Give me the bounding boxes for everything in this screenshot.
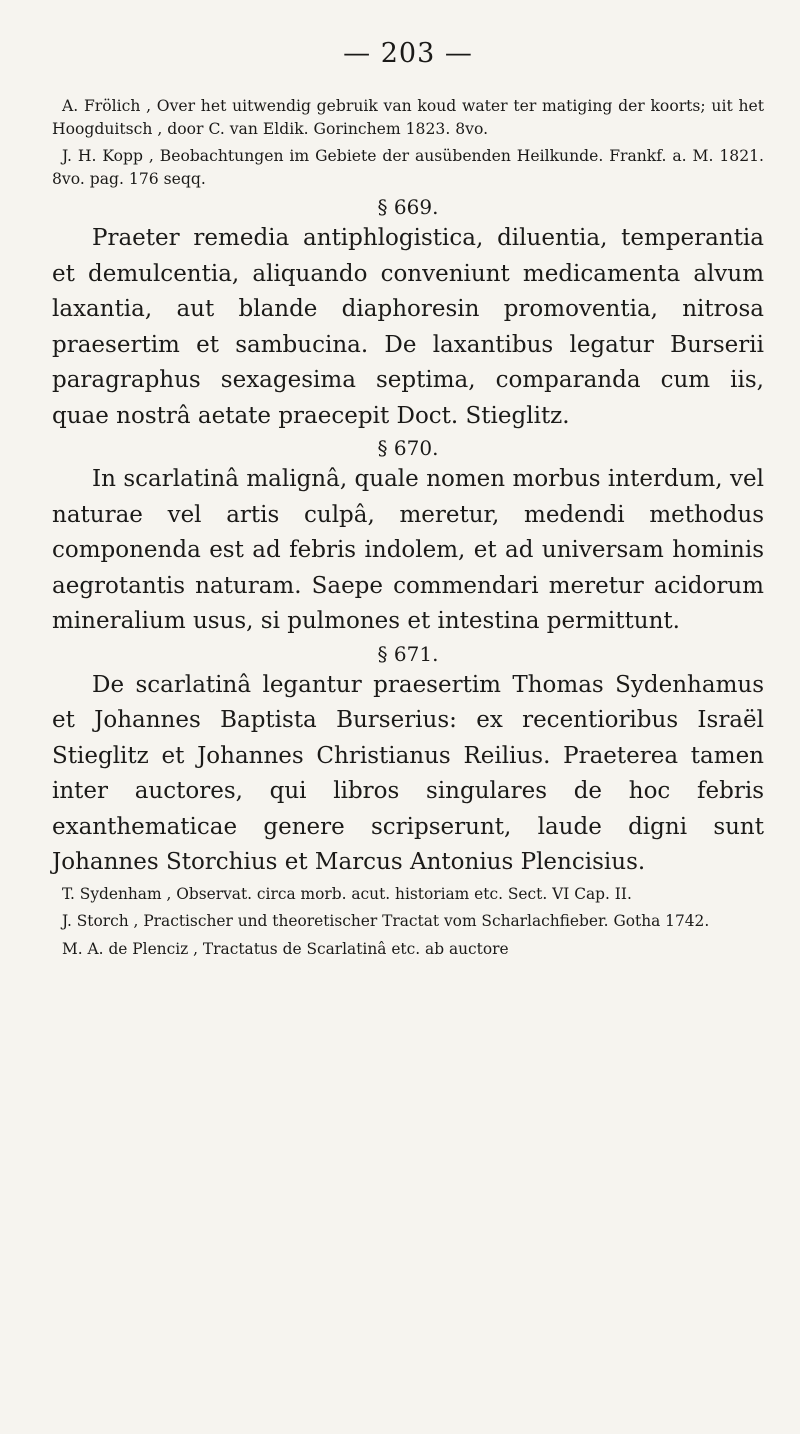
paragraph-670: In scarlatinâ malignâ, quale nomen morbus interdum, vel naturae vel artis culpâ, meretur, medendi methodus componenda est ad febris indolem, et ad universam hominis aegrotantis naturam. Saepe commendari meretur acidorum mineralium usus, si pulmones et intestina permittunt.	[52, 466, 764, 634]
section-number-669: § 669.	[377, 195, 439, 219]
reference-sydenham: T. Sydenham , Observat. circa morb. acut. historiam etc. Sect. VI Cap. II.	[62, 884, 632, 903]
reference-frolich: A. Frölich , Over het uitwendig gebruik van koud water ter matiging der koorts; uit het Hoogduitsch , door C. van Eldik. Gorinchem 1823. 8vo.	[52, 97, 764, 138]
book-page	[52, 30, 764, 965]
section-number-670: § 670.	[377, 436, 439, 460]
section-number-671: § 671.	[377, 641, 439, 666]
reference-kopp: J. H. Kopp , Beobachtungen im Gebiete der ausübenden Heilkunde. Frankf. a. M. 1821. 8vo. pag. 176 seqq.	[52, 147, 764, 188]
paragraph-671: De scarlatinâ legantur praesertim Thomas Sydenhamus et Johannes Baptista Burserius: ex recentioribus Israël Stieglitz et Johannes Christianus Reilius. Praeterea tamen inter auctores, qui libros singulares de hoc febris exanthematicae genere scripserunt, laude digni sunt Johannes Storchius et Marcus Antonius Plencisius.	[52, 671, 764, 875]
reference-plenciz: M. A. de Plenciz , Tractatus de Scarlatinâ etc. ab auctore	[62, 939, 509, 958]
paragraph-669: Praeter remedia antiphlogistica, diluentia, temperantia et demulcentia, aliquando conveniunt medicamenta alvum laxantia, aut blande diaphoresin promoventia, nitrosa praesertim et sambucina. De laxantibus legatur Burserii paragraphus sexagesima septima, comparanda cum iis, quae nostrâ aetate praecepit Doct. Stieglitz.	[52, 225, 764, 429]
reference-storch: J. Storch , Practischer und theoretischer Tractat vom Scharlachfieber. Gotha 1742.	[62, 912, 710, 930]
page-number: — 203 —	[343, 38, 473, 69]
